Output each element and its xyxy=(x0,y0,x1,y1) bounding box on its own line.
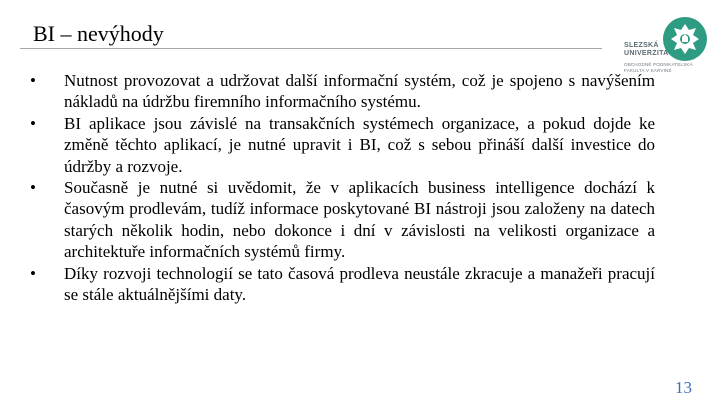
bullet-item xyxy=(30,70,655,113)
logo-line2: UNIVERZITA xyxy=(624,50,669,57)
bullet-text: Současně je nutné si uvědomit, že v aplikacích business intelligence dochází k časovým prodlevám, tudíž informace poskytované BI nástroji jsou založeny na datech starých několik hodin, nebo dokonce i dní v závislosti na velikosti organizace a architektuře informačních systémů firmy. xyxy=(64,178,655,262)
bullet-icon: • xyxy=(30,113,36,133)
logo-line1: SLEZSKÁ xyxy=(624,42,659,49)
bullet-icon: • xyxy=(30,263,36,283)
bullet-item xyxy=(30,113,655,177)
university-emblem-icon xyxy=(662,16,708,62)
bullet-icon: • xyxy=(30,71,36,90)
bullet-text: Díky rozvoji technologií se tato časová prodleva neustále zkracuje a manažeři pracují se stále aktuálnějšími daty. xyxy=(64,263,655,305)
logo-subtitle-1: OBCHODNĚ PODNIKATELSKÁ xyxy=(624,62,693,67)
bullet-item xyxy=(30,263,655,306)
bullet-icon: • xyxy=(30,178,36,198)
page-number: 13 xyxy=(675,378,692,397)
bullet-list xyxy=(30,70,655,305)
slide-title: BI – nevýhody xyxy=(33,21,164,46)
bullet-text: Nutnost provozovat a udržovat další informační systém, což je spojeno s navýšením nákladů na údržbu firemního informačního systému. xyxy=(64,71,655,112)
bullet-text: BI aplikace jsou závislé na transakčních systémech organizace, a pokud dojde ke změně těchto aplikací, je nutné upravit i BI, což s sebou přináší další investice do údržby a rozvoje. xyxy=(64,113,655,176)
logo-subtitle-2: FAKULTA V KARVINÉ xyxy=(624,67,672,73)
logo-text xyxy=(624,42,668,58)
bullet-item xyxy=(30,177,655,263)
title-divider xyxy=(20,48,602,49)
